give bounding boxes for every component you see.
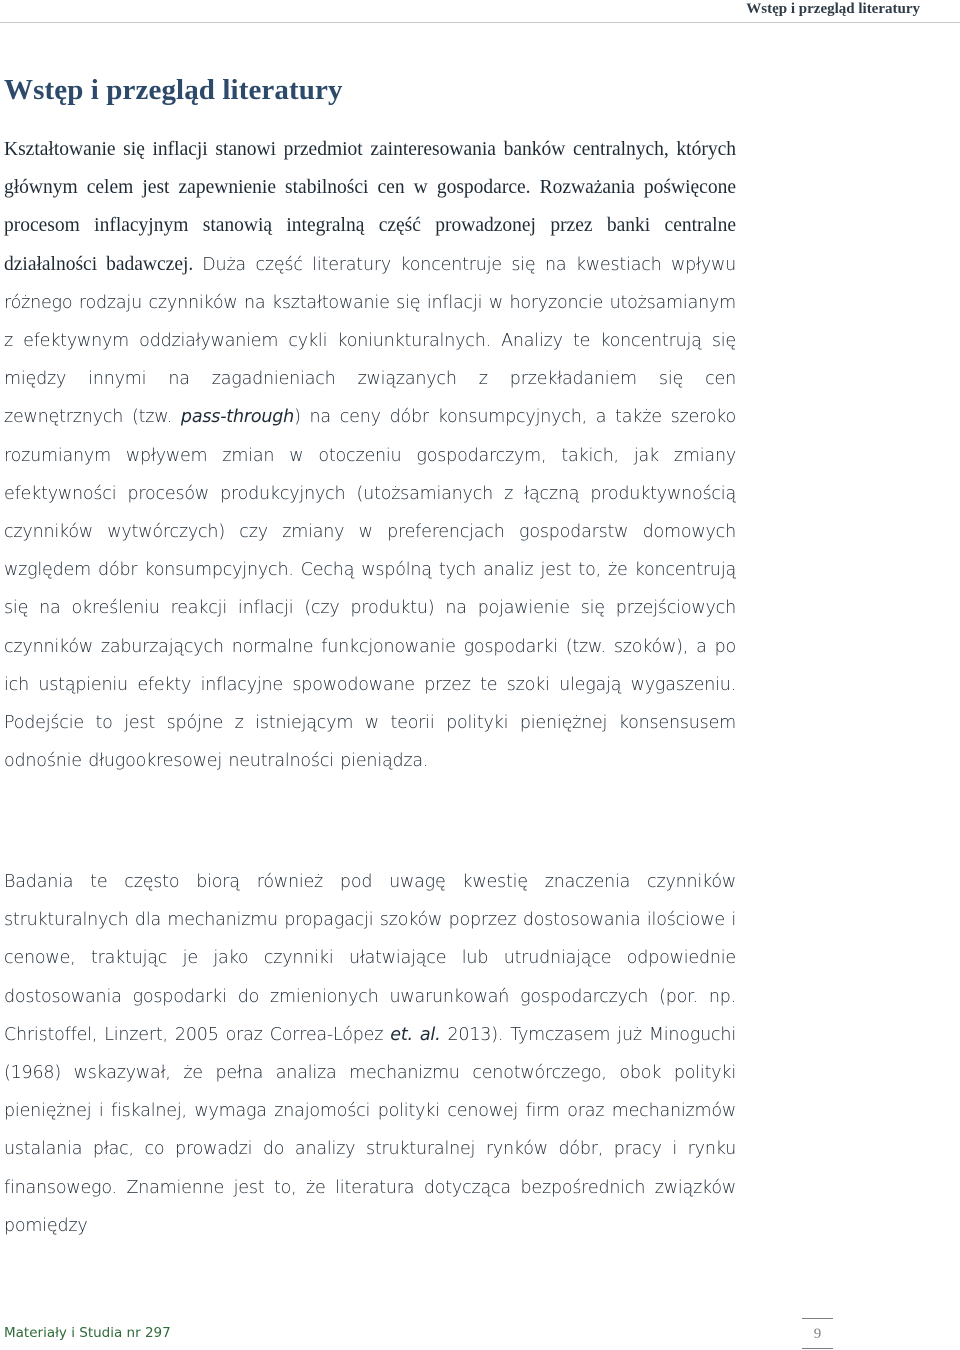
paragraph-1-body bbox=[4, 255, 736, 772]
paragraph-2-text-a: Badania te często biorą również pod uwagę kwestię znaczenia czynników strukturalnych dla mechanizmu propagacji szoków poprzez dostosowania ilościowe i cenowe, traktując je jako czynniki ułatwiające lub utrudniające odpowiednie dostosowania gospodarki do zmienionych uwarunkowań gospodarczych (por. np. Christoffel, Linzert, 2005 oraz Correa-López bbox=[4, 872, 736, 1045]
paragraph-2-body bbox=[4, 872, 736, 1236]
paragraph-2-italic-term: et. al. bbox=[390, 1024, 441, 1045]
running-header bbox=[0, 0, 960, 23]
page-number: 9 bbox=[813, 1326, 822, 1342]
page-number-rule-bottom bbox=[802, 1348, 833, 1349]
running-header-title: Wstęp i przegląd literatury bbox=[746, 1, 920, 17]
section-title: Wstęp i przegląd literatury bbox=[4, 74, 343, 106]
paragraph-1-text-b: ) na ceny dóbr konsumpcyjnych, a także szeroko rozumianym wpływem zmian w otoczeniu gospodarczym, takich, jak zmiany efektywności procesów produkcyjnych (utożsamianych z łączną produktywnością czynników wytwórczych) czy zmiany w preferencjach gospodarstw domowych względem dóbr konsumpcyjnych. Cechą wspólną tych analiz jest to, że koncentrują się na określeniu reakcji inflacji (czy produktu) na pojawienie się przejściowych czynników zaburzających normalne funkcjonowanie gospodarki (tzw. szoków), a po ich ustąpieniu efekty inflacyjne spowodowane przez te szoki ulegają wygaszeniu. Podejście to jest spójne z istniejącym w teorii polityki pieniężnej konsensusem odnośnie długookresowej neutralności pieniądza. bbox=[4, 407, 736, 772]
paragraph-1 bbox=[4, 131, 736, 780]
paragraph-2 bbox=[4, 863, 736, 1245]
paragraph-1-lead: Kształtowanie się inflacji stanowi przedmiot zainteresowania banków centralnych, których głównym celem jest zapewnienie stabilności cen w gospodarce. Rozważania poświęcone procesom inflacyjnym stanowią integralną część prowadzonej przez banki centralne działalności badawczej. bbox=[4, 139, 736, 275]
footer-publication: Materiały i Studia nr 297 bbox=[4, 1325, 171, 1341]
page-number-rule-top bbox=[802, 1318, 833, 1319]
paragraph-2-text-b: 2013). Tymczasem już Minoguchi (1968) wskazywał, że pełna analiza mechanizmu cenotwórczego, obok polityki pieniężnej i fiskalnej, wymaga znajomości polityki cenowej firm oraz mechanizmów ustalania płac, co prowadzi do analizy strukturalnej rynków dóbr, pracy i rynku finansowego. Znamienne jest to, że literatura dotycząca bezpośrednich związków pomiędzy bbox=[4, 1024, 736, 1236]
paragraph-1-text-a: Duża część literatury koncentruje się na kwestiach wpływu różnego rodzaju czynników na kształtowanie się inflacji w horyzoncie utożsamianym z efektywnym oddziaływaniem cykli koniunkturalnych. Analizy te koncentrują się między innymi na zagadnieniach związanych z przekładaniem się cen zewnętrznych (tzw. bbox=[4, 254, 736, 428]
paragraph-1-italic-term: pass-through bbox=[180, 407, 295, 428]
